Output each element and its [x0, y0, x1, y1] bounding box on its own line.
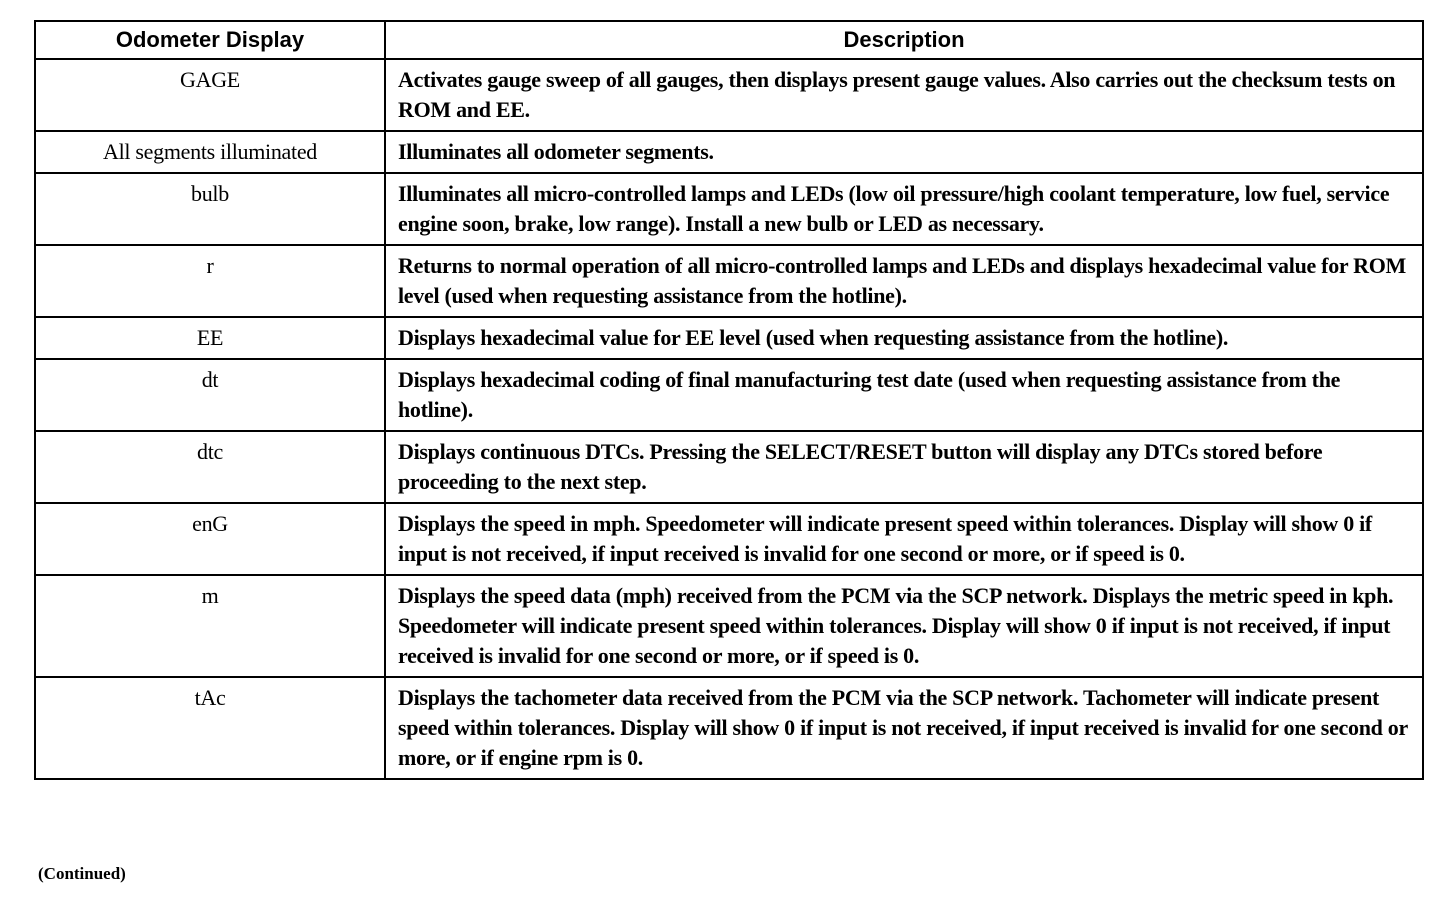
table-row: [35, 503, 1423, 575]
table-row: [35, 575, 1423, 677]
odometer-display-cell: tAc: [35, 677, 385, 779]
odometer-display-cell: EE: [35, 317, 385, 359]
header-odometer-display: Odometer Display: [35, 21, 385, 59]
odometer-display-cell: bulb: [35, 173, 385, 245]
table-row: [35, 245, 1423, 317]
description-cell: Displays hexadecimal coding of final manufacturing test date (used when requesting assistance from the hotline).: [385, 359, 1423, 431]
description-cell: Illuminates all odometer segments.: [385, 131, 1423, 173]
description-cell: Activates gauge sweep of all gauges, then displays present gauge values. Also carries out the checksum tests on ROM and EE.: [385, 59, 1423, 131]
description-cell: Illuminates all micro-controlled lamps and LEDs (low oil pressure/high coolant temperature, low fuel, service engine soon, brake, low range). Install a new bulb or LED as necessary.: [385, 173, 1423, 245]
odometer-display-cell: r: [35, 245, 385, 317]
odometer-display-cell: dt: [35, 359, 385, 431]
description-cell: Displays the speed data (mph) received from the PCM via the SCP network. Displays the metric speed in kph. Speedometer will indicate present speed within tolerances. Display will show 0 if input is not received, if input received is invalid for one second or more, or if speed is 0.: [385, 575, 1423, 677]
description-cell: Displays hexadecimal value for EE level (used when requesting assistance from the hotline).: [385, 317, 1423, 359]
description-cell: Displays continuous DTCs. Pressing the SELECT/RESET button will display any DTCs stored before proceeding to the next step.: [385, 431, 1423, 503]
odometer-display-cell: dtc: [35, 431, 385, 503]
odometer-display-cell: GAGE: [35, 59, 385, 131]
table-row: [35, 359, 1423, 431]
header-description: Description: [385, 21, 1423, 59]
description-cell: Returns to normal operation of all micro-controlled lamps and LEDs and displays hexadecimal value for ROM level (used when requesting assistance from the hotline).: [385, 245, 1423, 317]
description-cell: Displays the speed in mph. Speedometer will indicate present speed within tolerances. Display will show 0 if input is not received, if input received is invalid for one second or more, or if speed is 0.: [385, 503, 1423, 575]
table-row: [35, 677, 1423, 779]
description-cell: Displays the tachometer data received from the PCM via the SCP network. Tachometer will indicate present speed within tolerances. Display will show 0 if input is not received, if input received is invalid for one second or more, or if engine rpm is 0.: [385, 677, 1423, 779]
table-row: [35, 59, 1423, 131]
table-header-row: [35, 21, 1423, 59]
odometer-display-cell: All segments illuminated: [35, 131, 385, 173]
odometer-display-table: [34, 20, 1424, 780]
table-row: [35, 173, 1423, 245]
table-row: [35, 317, 1423, 359]
table-row: [35, 431, 1423, 503]
odometer-display-cell: m: [35, 575, 385, 677]
odometer-display-cell: enG: [35, 503, 385, 575]
table-row: [35, 131, 1423, 173]
continued-note: (Continued): [38, 864, 126, 883]
